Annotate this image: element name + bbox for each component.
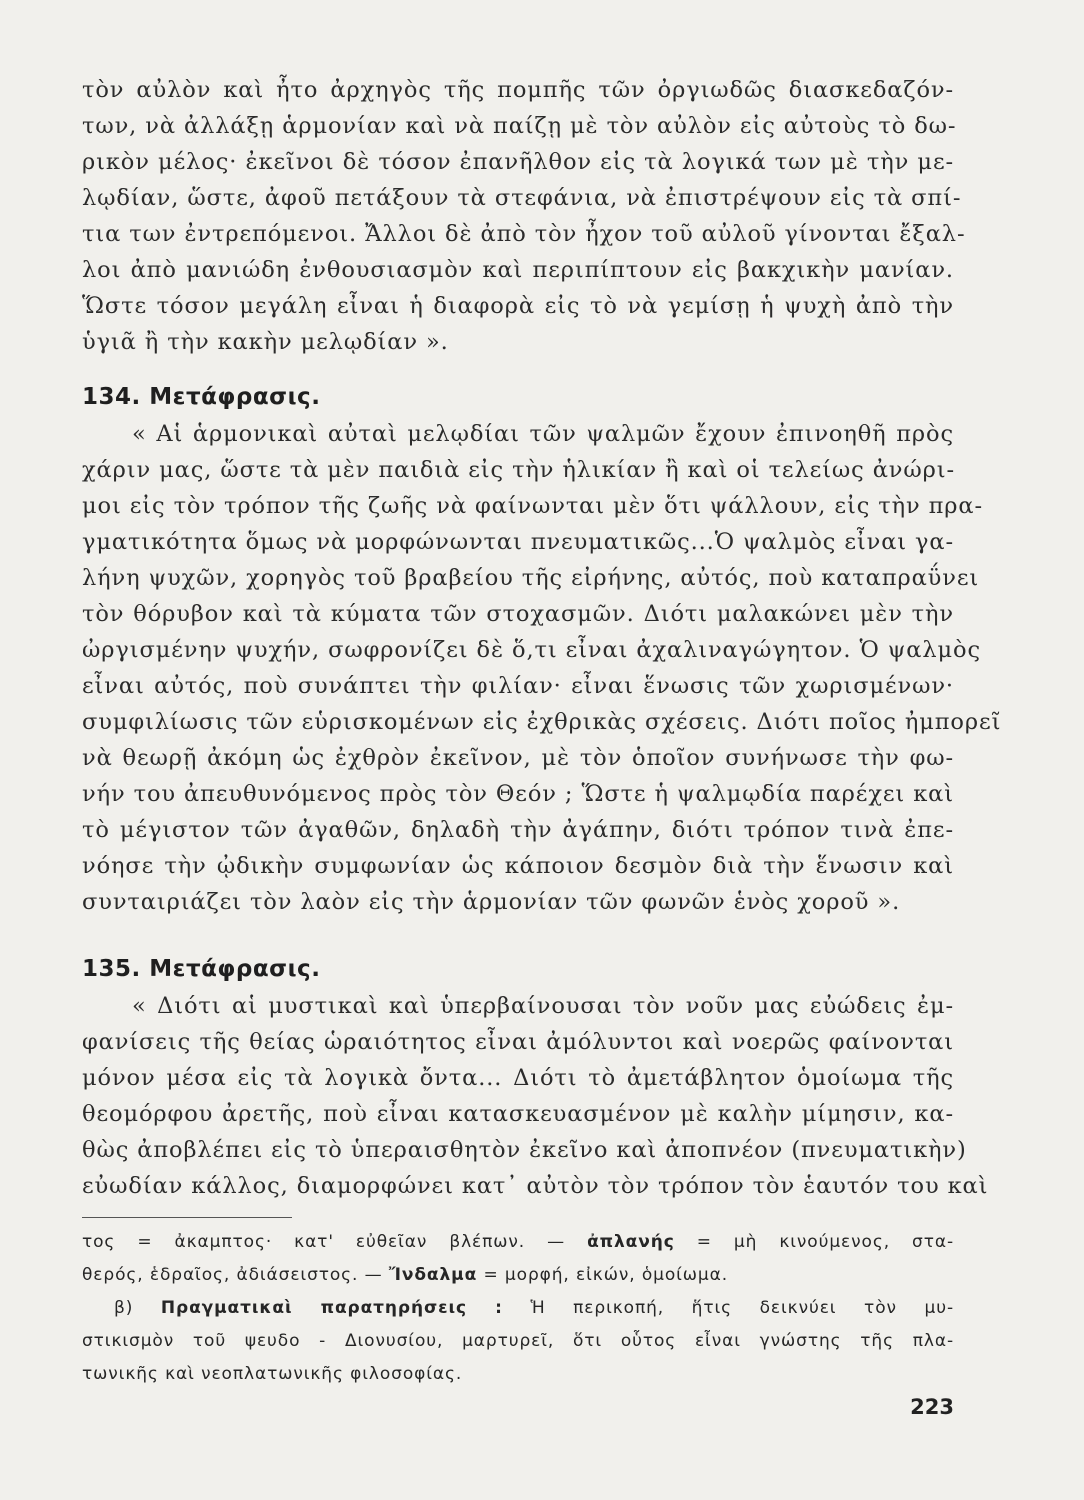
text-line: συνταιριάζει τὸν λαὸν εἰς τὴν ἁρμονίαν τῶν φωνῶν ἑνὸς χοροῦ ».: [82, 889, 901, 915]
footnote-heading: Πραγματικαὶ παρατηρήσεις :: [160, 1298, 503, 1318]
section-heading-134: 134. Μετάφρασις.: [82, 384, 321, 410]
text-line: ρικὸν μέλος· ἐκεῖνοι δὲ τόσον ἐπανῆλθον εἰς τὰ λογικά των μὲ τὴν με-: [82, 149, 954, 175]
section-134: [82, 378, 1002, 920]
text-line: τὸν θόρυβον καὶ τὰ κύματα τῶν στοχασμῶν. Διότι μαλακώνει μὲν τὴν: [82, 601, 954, 627]
footnote-divider: [82, 1217, 292, 1218]
text-line: μόνον μέσα εἰς τὰ λογικὰ ὄντα... Διότι τὸ ἀμετάβλητον ὁμοίωμα τῆς: [82, 1065, 954, 1091]
page-number: 223: [910, 1395, 954, 1419]
text-line: Ὥστε τόσον μεγάλη εἶναι ἡ διαφορὰ εἰς τὸ νὰ γεμίσῃ ἡ ψυχὴ ἀπὸ τὴν: [82, 293, 954, 319]
text-line: εὐωδίαν κάλλος, διαμορφώνει κατ᾽ αὐτὸν τὸν τρόπον τὸν ἑαυτόν του καὶ: [82, 1173, 989, 1199]
footnote-line: τωνικῆς καὶ νεοπλατωνικῆς φιλοσοφίας.: [82, 1364, 463, 1384]
footnote-line: [82, 1226, 954, 1259]
footnote-line: [82, 1292, 954, 1325]
footnote-text: τος = ἀκαμπτος· κατ' εὐθεῖαν βλέπων. —: [82, 1232, 588, 1252]
text-line: εἶναι αὐτός, ποὺ συνάπτει τὴν φιλίαν· εἶναι ἕνωσις τῶν χωρισμένων·: [82, 673, 954, 699]
footnote-text: θερός, ἑδραῖος, ἀδιάσειστος. —: [82, 1265, 389, 1285]
text-line: τὸ μέγιστον τῶν ἀγαθῶν, δηλαδὴ τὴν ἀγάπην, διότι τρόπον τινὰ ἐπε-: [82, 817, 954, 843]
footnote-term: ἀπλανής: [587, 1232, 675, 1252]
text-line: τὸν αὐλὸν καὶ ἦτο ἀρχηγὸς τῆς πομπῆς τῶν ὀργιωδῶς διασκεδαζόν-: [82, 77, 954, 103]
footnote-text: β): [114, 1298, 161, 1318]
footnote-text: = μορφή, εἰκών, ὁμοίωμα.: [477, 1265, 729, 1285]
text-line: « Αἱ ἁρμονικαὶ αὐταὶ μελῳδίαι τῶν ψαλμῶν ἔχουν ἐπινοηθῆ πρὸς: [132, 421, 954, 447]
footnote-term: Ἴνδαλμα: [388, 1265, 478, 1285]
footnote-line: [82, 1259, 954, 1292]
text-line: μοι εἰς τὸν τρόπον τῆς ζωῆς νὰ φαίνωνται μὲν ὅτι ψάλλουν, εἰς τὴν πρα-: [82, 493, 984, 519]
text-line: θὼς ἀποβλέπει εἰς τὸ ὑπεραισθητὸν ἐκεῖνο καὶ ἀποπνέον (πνευματικὴν): [82, 1137, 967, 1163]
text-line: « Διότι αἱ μυστικαὶ καὶ ὑπερβαίνουσαι τὸν νοῦν μας εὐώδεις ἐμ-: [132, 993, 954, 1019]
text-line: τια των ἐντρεπόμενοι. Ἄλλοι δὲ ἀπὸ τὸν ἦχον τοῦ αὐλοῦ γίνονται ἔξαλ-: [82, 221, 966, 247]
footnote-line: στικισμὸν τοῦ ψευδο - Διονυσίου, μαρτυρεῖ, ὅτι οὗτος εἶναι γνώστης τῆς πλα-: [82, 1331, 954, 1351]
text-line: νόησε τὴν ᾠδικὴν συμφωνίαν ὡς κάποιον δεσμὸν διὰ τὴν ἕνωσιν καὶ: [82, 853, 954, 879]
text-line: ὠργισμένην ψυχήν, σωφρονίζει δὲ ὅ,τι εἶναι ἀχαλιναγώγητον. Ὁ ψαλμὸς: [82, 637, 981, 663]
text-line: των, νὰ ἀλλάξῃ ἁρμονίαν καὶ νὰ παίζῃ μὲ τὸν αὐλὸν εἰς αὐτοὺς τὸ δω-: [82, 113, 957, 139]
section-135: [82, 950, 989, 1204]
text-line: συμφιλίωσις τῶν εὑρισκομένων εἰς ἐχθρικὰς σχέσεις. Διότι ποῖος ἠμπορεῖ: [82, 709, 1002, 735]
text-line: θεομόρφου ἀρετῆς, ποὺ εἶναι κατασκευασμένον μὲ καλὴν μίμησιν, κα-: [82, 1101, 954, 1127]
text-line: λῳδίαν, ὥστε, ἀφοῦ πετάξουν τὰ στεφάνια, νὰ ἐπιστρέψουν εἰς τὰ σπί-: [82, 185, 962, 211]
section-133-continuation: [82, 72, 966, 360]
text-line: φανίσεις τῆς θείας ὡραιότητος εἶναι ἀμόλυντοι καὶ νοερῶς φαίνονται: [82, 1029, 954, 1055]
text-line: λοι ἀπὸ μανιώδη ἐνθουσιασμὸν καὶ περιπίπτουν εἰς βακχικὴν μανίαν.: [82, 257, 954, 283]
text-line: ὑγιᾶ ἢ τὴν κακὴν μελῳδίαν ».: [82, 329, 449, 355]
text-line: χάριν μας, ὥστε τὰ μὲν παιδιὰ εἰς τὴν ἡλικίαν ἢ καὶ οἱ τελείως ἀνώρι-: [82, 457, 955, 483]
footnote-text: = μὴ κινούμενος, στα-: [674, 1232, 954, 1252]
text-line: νὰ θεωρῇ ἀκόμη ὡς ἐχθρὸν ἐκεῖνον, μὲ τὸν ὁποῖον συνήνωσε τὴν φω-: [82, 745, 954, 771]
text-line: νήν του ἀπευθυνόμενος πρὸς τὸν Θεόν ; Ὥστε ἡ ψαλμῳδία παρέχει καὶ: [82, 781, 954, 807]
section-heading-135: 135. Μετάφρασις.: [82, 956, 321, 982]
footnotes: [82, 1226, 954, 1391]
text-line: λήνη ψυχῶν, χορηγὸς τοῦ βραβείου τῆς εἰρήνης, αὐτός, ποὺ καταπραΰνει: [82, 565, 980, 591]
text-line: γματικότητα ὅμως νὰ μορφώνωνται πνευματικῶς...Ὁ ψαλμὸς εἶναι γα-: [82, 529, 955, 555]
footnote-text: Ἡ περικοπή, ἥτις δεικνύει τὸν μυ-: [502, 1298, 954, 1318]
